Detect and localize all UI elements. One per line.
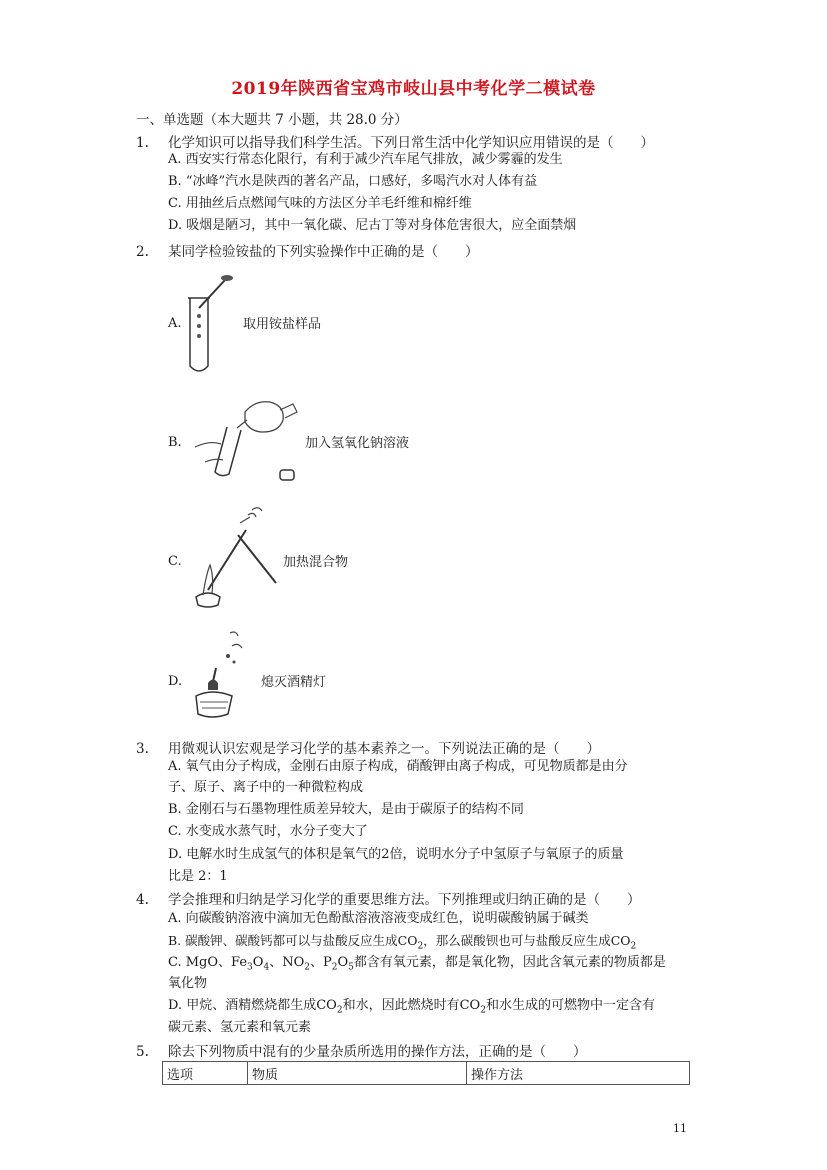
- heating-mixture-figure: [188, 505, 288, 615]
- option-a-label: 取用铵盐样品: [243, 317, 322, 332]
- option-d-letter: D.: [168, 674, 183, 689]
- question-number: 1.: [136, 135, 149, 151]
- option-d: D. 甲烷、酒精燃烧都生成$CO_2$和水，因此燃烧时有$CO_2$和水生成的可燃物中一定含有: [168, 998, 655, 1016]
- option-c: C. 用抽丝后点燃闻气味的方法区分羊毛纤维和棉纤维: [168, 196, 472, 211]
- option-c: C. 水变成水蒸气时，水分子变大了: [168, 824, 368, 839]
- option-a: A. 向碳酸钠溶液中滴加无色酚酞溶液溶液变成红色，说明碳酸钠属于碱类: [168, 911, 589, 926]
- test-tube-spoon-figure: [185, 268, 245, 378]
- question-stem: 化学知识可以指导我们科学生活。下列日常生活中化学知识应用错误的是（ ）: [168, 135, 654, 151]
- option-a: A. 西安实行常态化限行，有利于减少汽车尾气排放，减少雾霾的发生: [168, 152, 563, 167]
- page-number: 11: [673, 1122, 687, 1135]
- table-header: 物质: [248, 1062, 467, 1085]
- option-b: B. “冰峰”汽水是陕西的著名产品，口感好，多喝汽水对人体有益: [168, 174, 538, 189]
- option-a: A. 氧气由分子构成，金刚石由原子构成，硝酸钾由离子构成，可见物质都是由分: [168, 759, 628, 774]
- option-b-label: 加入氢氧化钠溶液: [305, 436, 410, 451]
- section-heading: 一、单选题（本大题共 7 小题，共 28.0 分）: [136, 112, 408, 128]
- option-c-label: 加热混合物: [283, 555, 349, 570]
- question-5: [136, 1040, 587, 1060]
- page-title: 2019年陕西省宝鸡市岐山县中考化学二模试卷: [231, 79, 596, 99]
- question-number: 4.: [136, 892, 149, 908]
- question-stem: 学会推理和归纳是学习化学的重要思维方法。下列推理或归纳正确的是（ ）: [168, 892, 641, 908]
- option-a-cont: 子、原子、离子中的一种微粒构成: [168, 780, 364, 795]
- option-d-cont: 碳元素、氢元素和氧元素: [168, 1020, 312, 1035]
- option-c-cont: 氧化物: [168, 976, 208, 991]
- options-table: [162, 1061, 690, 1085]
- option-d-cont: 比是 2：1: [168, 869, 228, 884]
- option-b-letter: B.: [168, 435, 182, 450]
- question-stem: 用微观认识宏观是学习化学的基本素养之一。下列说法正确的是（ ）: [168, 741, 600, 757]
- question-number: 2.: [136, 244, 149, 260]
- table-header: 选项: [163, 1062, 248, 1085]
- question-4: [136, 888, 641, 908]
- question-3: [136, 737, 600, 757]
- question-stem: 某同学检验铵盐的下列实验操作中正确的是（ ）: [168, 244, 479, 260]
- option-b: B. 碳酸钾、碳酸钙都可以与盐酸反应生成$CO_2$，那么碳酸钡也可与盐酸反应生成$CO_2$: [168, 933, 637, 952]
- table-header-row: [163, 1062, 690, 1085]
- option-a-letter: A.: [168, 316, 182, 331]
- option-d-label: 熄灭酒精灯: [261, 675, 327, 690]
- option-b: B. 金刚石与石墨物理性质差异较大，是由于碳原子的结构不同: [168, 802, 524, 817]
- option-c: C. MgO、$Fe_3O_4$、$NO_2$、$P_2O_5$都含有氧元素，都是氧化物，因此含氧元素的物质都是: [168, 955, 666, 973]
- question-number: 3.: [136, 741, 149, 757]
- table-header: 操作方法: [467, 1062, 690, 1085]
- option-d: D. 电解水时生成氢气的体积是氧气的2倍，说明水分子中氢原子与氧原子的质量: [168, 847, 624, 862]
- question-1: [136, 131, 654, 151]
- extinguish-lamp-figure: [188, 628, 253, 723]
- question-number: 5.: [136, 1044, 149, 1060]
- question-2: [136, 240, 479, 260]
- option-c-letter: C.: [168, 554, 182, 569]
- question-stem: 除去下列物质中混有的少量杂质所选用的操作方法，正确的是（ ）: [168, 1044, 587, 1060]
- pouring-reagent-figure: [185, 392, 305, 487]
- option-d: D. 吸烟是陋习，其中一氧化碳、尼古丁等对身体危害很大，应全面禁烟: [168, 218, 577, 233]
